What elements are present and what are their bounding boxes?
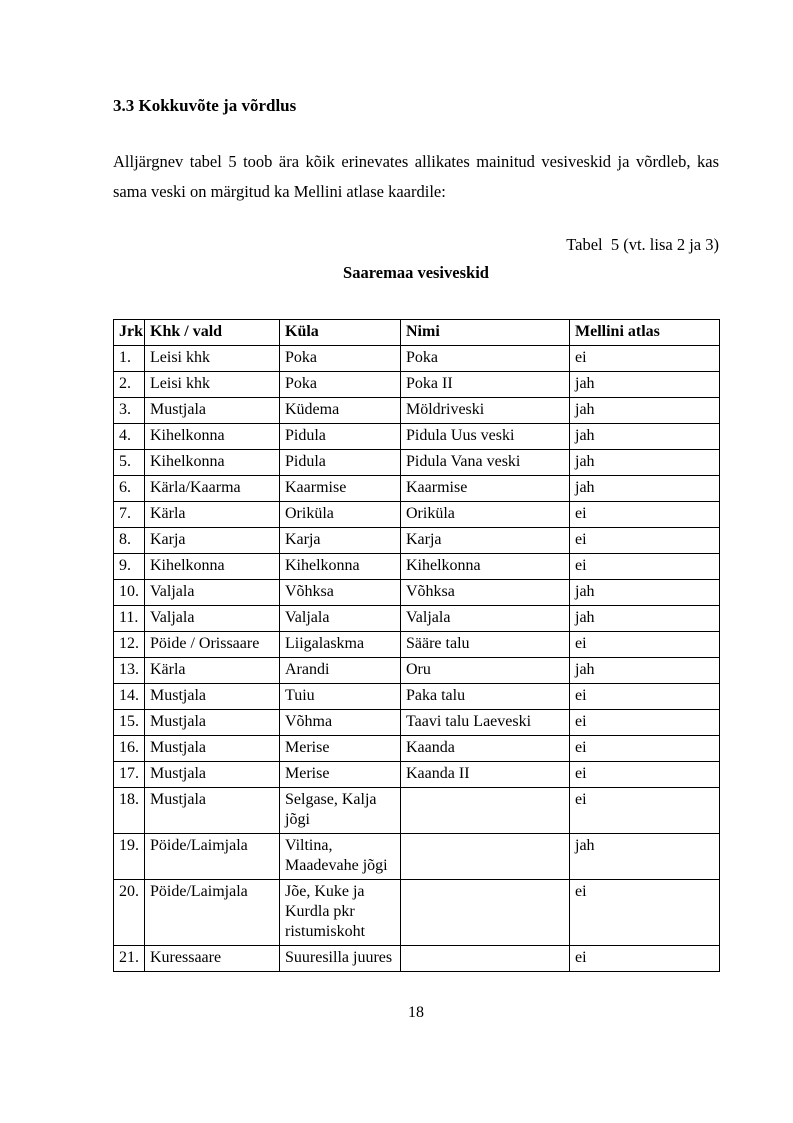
table-cell: 6.	[114, 476, 145, 502]
table-cell: Kaarmise	[401, 476, 570, 502]
table-cell: ei	[570, 346, 720, 372]
table-cell: Mustjala	[145, 762, 280, 788]
table-cell: Valjala	[280, 606, 401, 632]
table-cell: jah	[570, 424, 720, 450]
table-row	[114, 424, 720, 450]
column-header: Jrk	[114, 320, 145, 346]
column-header: Küla	[280, 320, 401, 346]
table-row	[114, 528, 720, 554]
table-cell: Kaanda	[401, 736, 570, 762]
table-cell: Kaarmise	[280, 476, 401, 502]
table-cell: jah	[570, 450, 720, 476]
table-cell	[401, 946, 570, 972]
table-cell: Suuresilla juures	[280, 946, 401, 972]
table-cell: Poka II	[401, 372, 570, 398]
table-header-row	[114, 320, 720, 346]
table-cell: Tuiu	[280, 684, 401, 710]
table-row	[114, 946, 720, 972]
table-cell: Võhma	[280, 710, 401, 736]
table-row	[114, 502, 720, 528]
table-cell: 8.	[114, 528, 145, 554]
table-cell: Taavi talu Laeveski	[401, 710, 570, 736]
intro-paragraph: Alljärgnev tabel 5 toob ära kõik erinevates allikates mainitud vesiveskid ja võrdleb, kas sama veski on märgitud ka Mellini atlase kaardile:	[113, 152, 719, 201]
table-row	[114, 606, 720, 632]
table-cell: Valjala	[401, 606, 570, 632]
table-cell: Liigalaskma	[280, 632, 401, 658]
table-cell: 17.	[114, 762, 145, 788]
table-row	[114, 658, 720, 684]
column-header: Khk / vald	[145, 320, 280, 346]
table-cell: 21.	[114, 946, 145, 972]
table-cell: 18.	[114, 788, 145, 834]
table-row	[114, 346, 720, 372]
table-cell: jah	[570, 476, 720, 502]
table-cell: Leisi khk	[145, 372, 280, 398]
table-cell: Mustjala	[145, 684, 280, 710]
table-cell	[401, 788, 570, 834]
table-cell: jah	[570, 398, 720, 424]
table-cell: Viltina, Maadevahe jõgi	[280, 834, 401, 880]
table-cell: Pidula	[280, 424, 401, 450]
table-cell: 12.	[114, 632, 145, 658]
table-cell: Poka	[280, 346, 401, 372]
table-row	[114, 684, 720, 710]
text-block	[113, 0, 719, 972]
table-cell: 7.	[114, 502, 145, 528]
table-cell: Kihelkonna	[145, 450, 280, 476]
table-cell: ei	[570, 710, 720, 736]
table-cell: 15.	[114, 710, 145, 736]
table-cell: 1.	[114, 346, 145, 372]
table-cell: Merise	[280, 736, 401, 762]
table-cell: 5.	[114, 450, 145, 476]
table-cell: Karja	[401, 528, 570, 554]
table-cell: Leisi khk	[145, 346, 280, 372]
table-cell: 19.	[114, 834, 145, 880]
table-cell: Sääre talu	[401, 632, 570, 658]
table-cell: jah	[570, 606, 720, 632]
table-cell: ei	[570, 788, 720, 834]
table-row	[114, 554, 720, 580]
table-cell: Oriküla	[280, 502, 401, 528]
table-cell: ei	[570, 528, 720, 554]
table-cell	[401, 880, 570, 946]
table-cell: ei	[570, 946, 720, 972]
table-cell: Pöide / Orissaare	[145, 632, 280, 658]
table-row	[114, 834, 720, 880]
table-cell: Kärla	[145, 502, 280, 528]
table-row	[114, 580, 720, 606]
table-row	[114, 762, 720, 788]
table-row	[114, 372, 720, 398]
table-cell: Võhksa	[280, 580, 401, 606]
table-cell: Arandi	[280, 658, 401, 684]
table-row	[114, 398, 720, 424]
table-cell: ei	[570, 736, 720, 762]
table-cell: 4.	[114, 424, 145, 450]
table-cell: Kärla	[145, 658, 280, 684]
table-cell: Karja	[280, 528, 401, 554]
table-cell: 10.	[114, 580, 145, 606]
section-heading: 3.3 Kokkuvõte ja võrdlus	[113, 96, 297, 115]
table-cell: Jõe, Kuke ja Kurdla pkr ristumiskoht	[280, 880, 401, 946]
table-cell: Võhksa	[401, 580, 570, 606]
table-row	[114, 880, 720, 946]
table-row	[114, 476, 720, 502]
table-cell: Mustjala	[145, 710, 280, 736]
watermills-table	[113, 319, 720, 972]
column-header: Nimi	[401, 320, 570, 346]
table-cell: Pöide/Laimjala	[145, 834, 280, 880]
table-cell: Pidula Vana veski	[401, 450, 570, 476]
table-cell: Paka talu	[401, 684, 570, 710]
table-cell: jah	[570, 372, 720, 398]
table-cell: ei	[570, 632, 720, 658]
table-cell: ei	[570, 684, 720, 710]
table-cell: 13.	[114, 658, 145, 684]
table-cell: jah	[570, 658, 720, 684]
column-header: Mellini atlas	[570, 320, 720, 346]
table-cell: Mustjala	[145, 788, 280, 834]
table-cell: Merise	[280, 762, 401, 788]
table-cell: jah	[570, 580, 720, 606]
table-cell: 14.	[114, 684, 145, 710]
table-cell: Kihelkonna	[401, 554, 570, 580]
table-cell: Poka	[280, 372, 401, 398]
table-row	[114, 710, 720, 736]
table-cell: Mustjala	[145, 398, 280, 424]
table-cell: ei	[570, 880, 720, 946]
table-cell: Valjala	[145, 580, 280, 606]
table-cell: 20.	[114, 880, 145, 946]
table-row	[114, 736, 720, 762]
table-cell: Küdema	[280, 398, 401, 424]
table-cell: Kärla/Kaarma	[145, 476, 280, 502]
table-cell: Pidula	[280, 450, 401, 476]
table-row	[114, 632, 720, 658]
table-cell: ei	[570, 762, 720, 788]
table-cell: Kihelkonna	[145, 424, 280, 450]
table-cell: Valjala	[145, 606, 280, 632]
table-cell: Selgase, Kalja jõgi	[280, 788, 401, 834]
table-cell: Oru	[401, 658, 570, 684]
table-cell: Oriküla	[401, 502, 570, 528]
table-title: Saaremaa vesiveskid	[343, 263, 489, 282]
table-cell	[401, 834, 570, 880]
table-cell: 3.	[114, 398, 145, 424]
table-row	[114, 788, 720, 834]
table-cell: Kihelkonna	[280, 554, 401, 580]
table-cell: Kuressaare	[145, 946, 280, 972]
table-cell: Pidula Uus veski	[401, 424, 570, 450]
table-cell: ei	[570, 502, 720, 528]
table-row	[114, 450, 720, 476]
table-cell: 11.	[114, 606, 145, 632]
table-cell: 16.	[114, 736, 145, 762]
table-cell: Kaanda II	[401, 762, 570, 788]
table-cell: jah	[570, 834, 720, 880]
table-cell: Möldriveski	[401, 398, 570, 424]
table-cell: 2.	[114, 372, 145, 398]
table-cell: ei	[570, 554, 720, 580]
table-body	[114, 346, 720, 972]
table-caption: Tabel 5 (vt. lisa 2 ja 3)	[566, 235, 719, 254]
table-cell: Kihelkonna	[145, 554, 280, 580]
table-cell: 9.	[114, 554, 145, 580]
table-cell: Poka	[401, 346, 570, 372]
table-cell: Mustjala	[145, 736, 280, 762]
table-cell: Karja	[145, 528, 280, 554]
table-cell: Pöide/Laimjala	[145, 880, 280, 946]
page-number: 18	[408, 1004, 424, 1021]
